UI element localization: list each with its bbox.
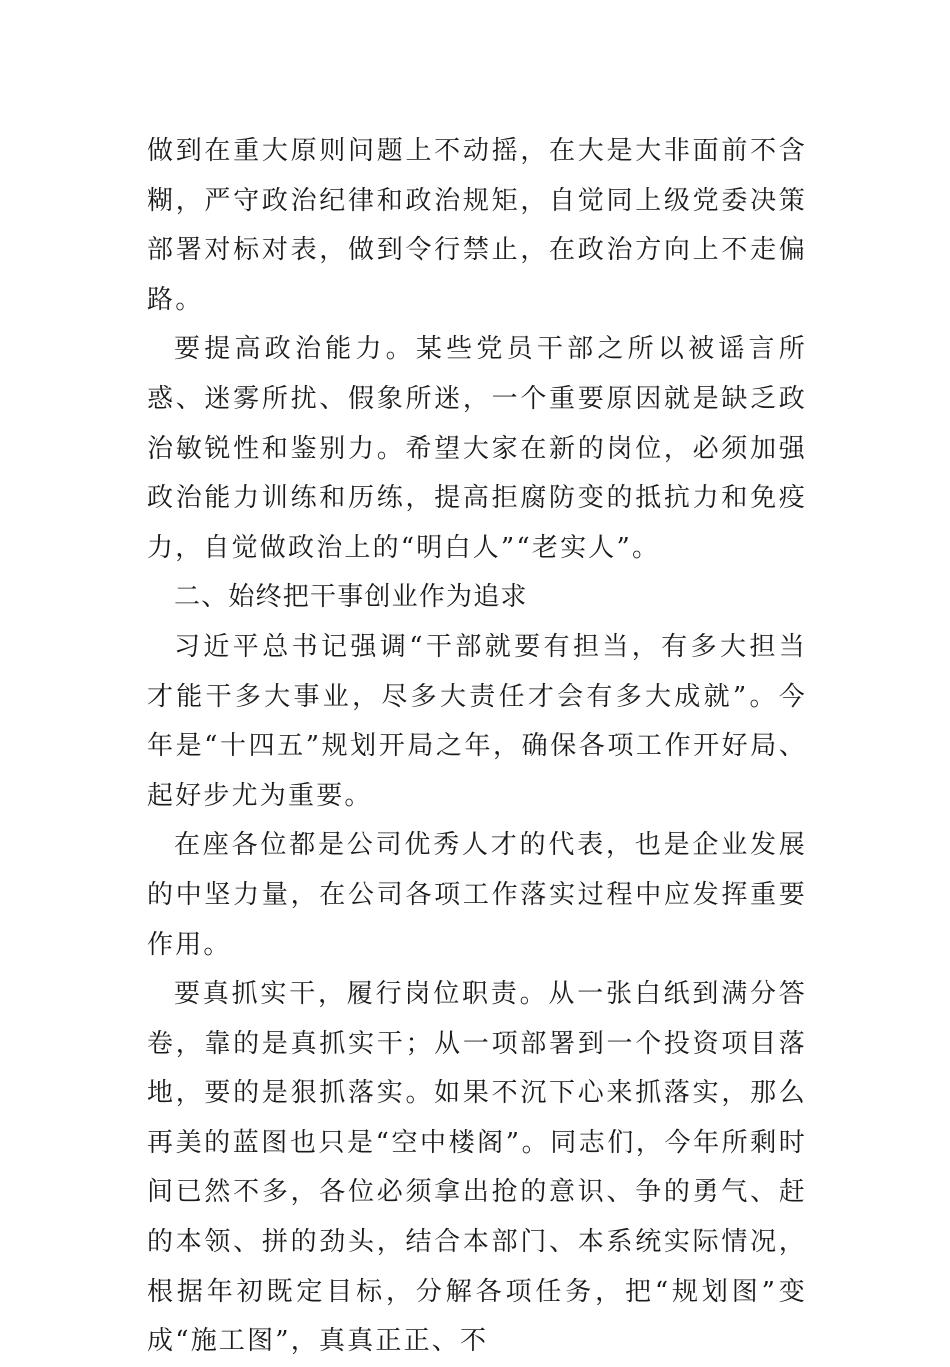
paragraph-political-ability: 要提高政治能力。某些党员干部之所以被谣言所惑、迷雾所扰、假象所迷，一个重要原因就是缺乏政治敏锐性和鉴别力。希望大家在新的岗位，必须加强政治能力训练和历练，提高拒腐防变的抵抗力和免疫力，自觉做政治上的“明白人”“老实人”。	[147, 334, 807, 563]
section-heading: 二、始终把干事创业作为追求	[174, 582, 528, 613]
paragraph-responsibility-quote: 习近平总书记强调“干部就要有担当，有多大担当才能干多大事业，尽多大责任才会有多大成就”。今年是“十四五”规划开局之年，确保各项工作开好局、起好步尤为重要。	[147, 631, 807, 811]
paragraph-hard-work: 要真抓实干，履行岗位职责。从一张白纸到满分答卷，靠的是真抓实干；从一项部署到一个投资项目落地，要的是狠抓落实。如果不沉下心来抓落实，那么再美的蓝图也只是“空中楼阁”。同志们，今年所剩时间已然不多，各位必须拿出抢的意识、争的勇气、赶的本领、拼的劲头，结合本部门、本系统实际情况，根据年初既定目标，分解各项任务，把“规划图”变成“施工图”，真真正正、不	[147, 979, 807, 1357]
paragraph-talent: 在座各位都是公司优秀人才的代表，也是企业发展的中坚力量，在公司各项工作落实过程中应发挥重要作用。	[147, 830, 807, 960]
paragraph-continuation: 做到在重大原则问题上不动摇，在大是大非面前不含糊，严守政治纪律和政治规矩，自觉同上级党委决策部署对标对表，做到令行禁止，在政治方向上不走偏路。	[147, 136, 807, 315]
document-body	[147, 127, 807, 1367]
